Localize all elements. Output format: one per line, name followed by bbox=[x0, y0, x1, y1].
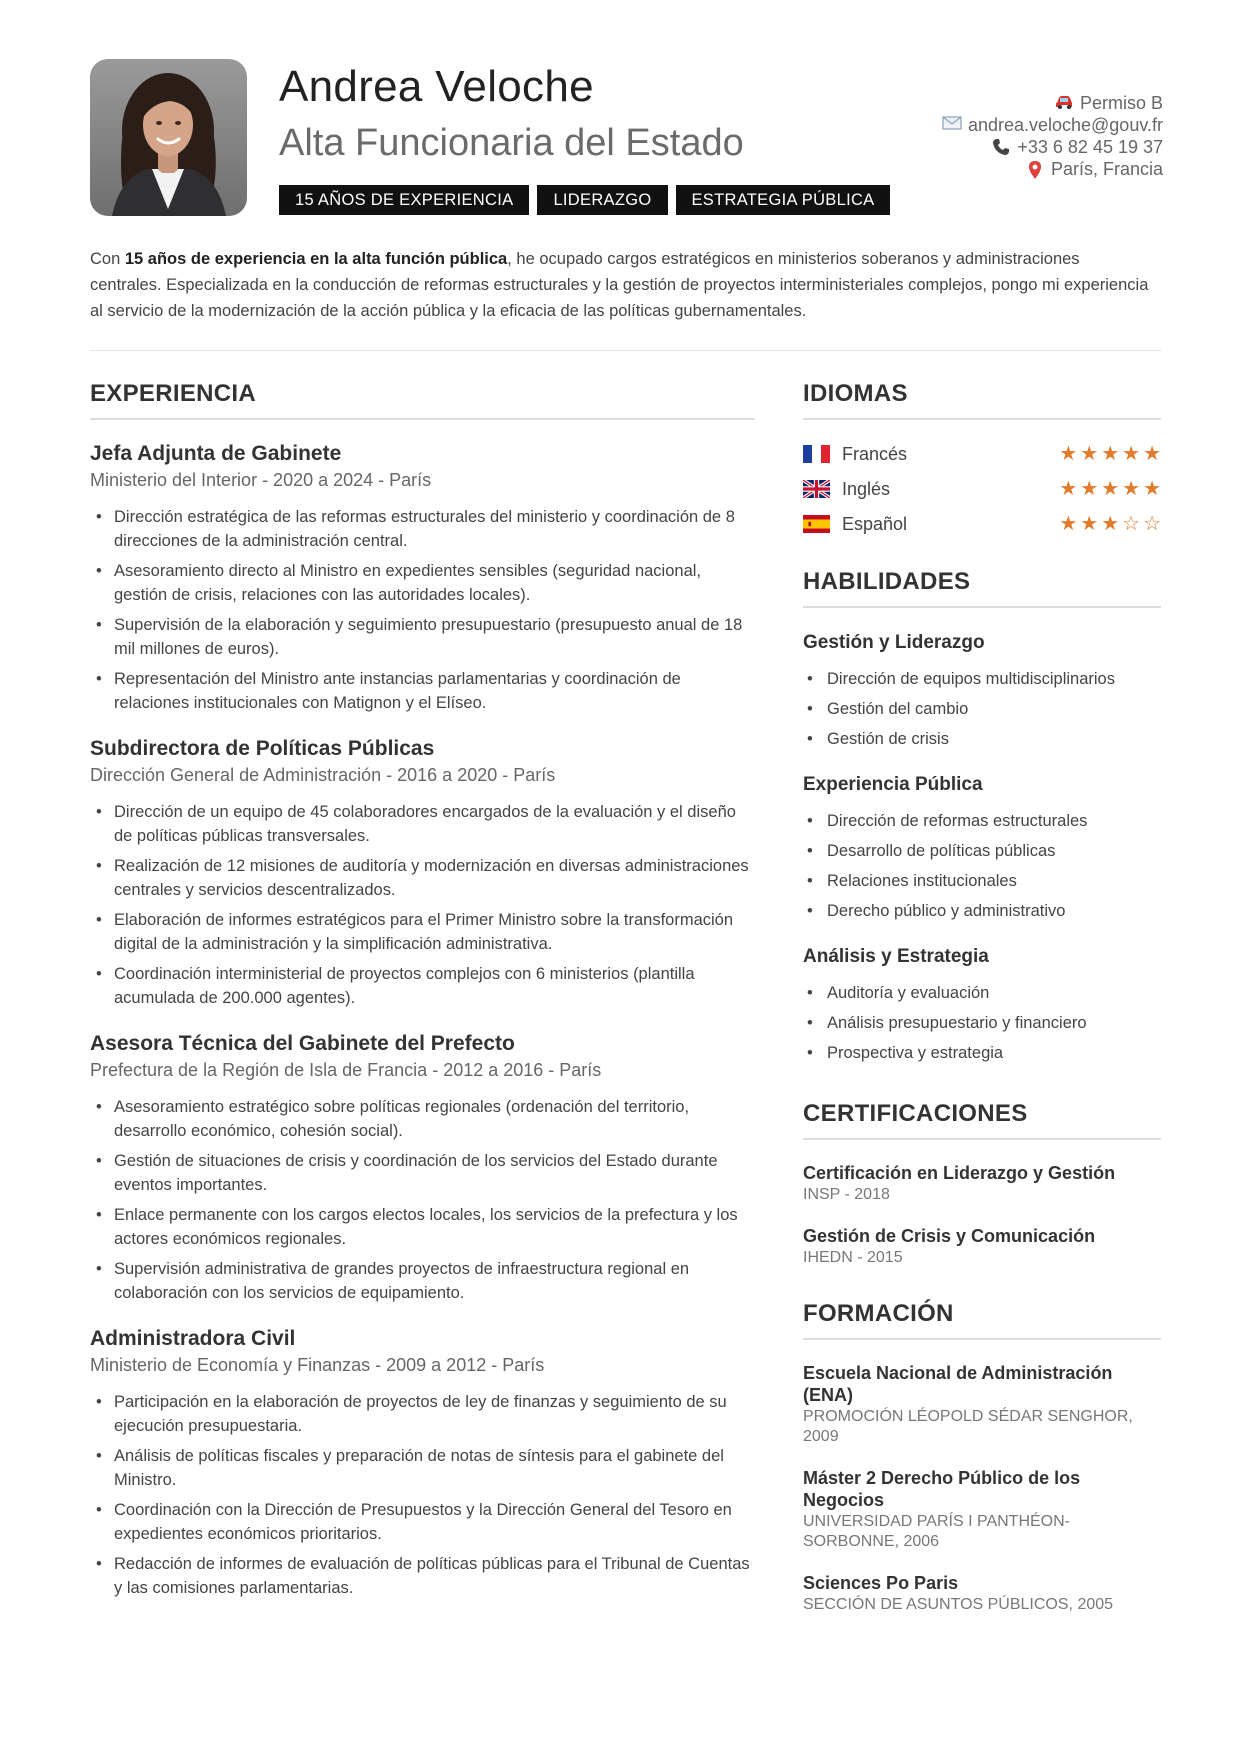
car-icon bbox=[1054, 94, 1074, 112]
tag-list bbox=[279, 185, 890, 215]
skill-group bbox=[803, 946, 1161, 1068]
skill-group bbox=[803, 632, 1161, 754]
candidate-name: Andrea Veloche bbox=[279, 62, 594, 111]
language-rating bbox=[1059, 444, 1161, 464]
language-item bbox=[803, 512, 1161, 536]
star-filled-icon: ★ bbox=[1059, 478, 1078, 500]
job-entry bbox=[90, 1327, 755, 1600]
education-item bbox=[803, 1467, 1161, 1552]
job-bullet: • Gestión de situaciones de crisis y coordinación de los servicios del Estado durante eventos importantes. bbox=[90, 1149, 755, 1197]
right-column bbox=[803, 380, 1161, 1615]
job-bullet: • Dirección de un equipo de 45 colaboradores encargados de la evaluación y el diseño de políticas públicas transversales. bbox=[90, 800, 755, 848]
job-subtitle: Prefectura de la Región de Isla de Francia - 2012 a 2016 - París bbox=[90, 1060, 602, 1080]
certification-item bbox=[803, 1162, 1161, 1205]
language-name: Español bbox=[842, 513, 908, 534]
job-entry bbox=[90, 442, 755, 715]
job-bullet: • Asesoramiento directo al Ministro en expedientes sensibles (seguridad nacional, gestión de crisis, relaciones con las autoridades locales). bbox=[90, 559, 755, 607]
spain-flag-icon bbox=[803, 515, 830, 533]
language-name: Inglés bbox=[842, 478, 891, 499]
certification-title: Gestión de Crisis y Comunicación bbox=[803, 1226, 1096, 1246]
star-filled-icon: ★ bbox=[1101, 513, 1120, 535]
contact-phone[interactable]: +33 6 82 45 19 37 bbox=[942, 136, 1163, 158]
pin-icon bbox=[1025, 160, 1045, 178]
skill-item: • Auditoría y evaluación bbox=[803, 978, 1161, 1008]
skill-list bbox=[803, 806, 1161, 926]
skill-item: • Relaciones institucionales bbox=[803, 866, 1161, 896]
language-rating bbox=[1059, 479, 1161, 499]
certification-subtitle: INSP - 2018 bbox=[803, 1186, 890, 1203]
header-divider bbox=[90, 350, 1162, 351]
skill-group-title: Análisis y Estrategia bbox=[803, 946, 989, 967]
languages-heading: IDIOMAS bbox=[803, 380, 1161, 420]
job-bullet: • Coordinación con la Dirección de Presupuestos y la Dirección General del Tesoro en expedientes económicos prioritarios. bbox=[90, 1498, 755, 1546]
job-bullet: • Dirección estratégica de las reformas estructurales del ministerio y coordinación de 8 direcciones de la administración central. bbox=[90, 505, 755, 553]
star-filled-icon: ★ bbox=[1122, 478, 1141, 500]
job-bullet: • Realización de 12 misiones de auditoría y modernización en diversas administraciones centrales y servicios descentralizados. bbox=[90, 854, 755, 902]
skills-heading: HABILIDADES bbox=[803, 568, 1161, 608]
certification-item bbox=[803, 1225, 1161, 1268]
job-bullet: • Enlace permanente con los cargos electos locales, los servicios de la prefectura y los actores económicos regionales. bbox=[90, 1203, 755, 1251]
job-subtitle: Ministerio del Interior - 2020 a 2024 - París bbox=[90, 470, 432, 490]
star-filled-icon: ★ bbox=[1143, 443, 1161, 465]
skill-item: • Gestión de crisis bbox=[803, 724, 1161, 754]
contact-email[interactable]: andrea.veloche@gouv.fr bbox=[942, 114, 1163, 136]
education-title: Escuela Nacional de Administración (ENA) bbox=[803, 1363, 1113, 1405]
phone-icon bbox=[991, 138, 1011, 156]
job-title: Asesora Técnica del Gabinete del Prefecto bbox=[90, 1032, 515, 1055]
job-bullet: • Representación del Ministro ante instancias parlamentarias y coordinación de relaciones institucionales con Matignon y el Elíseo. bbox=[90, 667, 755, 715]
contact-license: Permiso B bbox=[942, 92, 1163, 114]
experience-heading: EXPERIENCIA bbox=[90, 380, 755, 420]
tag-leadership: LIDERAZGO bbox=[537, 185, 667, 215]
contact-info bbox=[942, 92, 1163, 180]
job-bullet: • Coordinación interministerial de proyectos complejos con 6 ministerios (plantilla acumulada de 200.000 agentes). bbox=[90, 962, 755, 1010]
job-bullet: • Supervisión administrativa de grandes proyectos de infraestructura regional en colaboración con los servicios de equipamiento. bbox=[90, 1257, 755, 1305]
education-subtitle: UNIVERSIDAD PARÍS I PANTHÉON-SORBONNE, 2006 bbox=[803, 1513, 1070, 1550]
job-bullets bbox=[90, 1390, 755, 1600]
candidate-title: Alta Funcionaria del Estado bbox=[279, 122, 744, 164]
star-empty-icon: ☆ bbox=[1143, 513, 1161, 535]
job-title: Jefa Adjunta de Gabinete bbox=[90, 442, 342, 465]
job-subtitle: Ministerio de Economía y Finanzas - 2009 a 2012 - París bbox=[90, 1355, 545, 1375]
job-bullet: • Elaboración de informes estratégicos para el Primer Ministro sobre la transformación digital de la administración y la simplificación administrativa. bbox=[90, 908, 755, 956]
star-filled-icon: ★ bbox=[1080, 443, 1099, 465]
job-bullet: • Participación en la elaboración de proyectos de ley de finanzas y seguimiento de su ejecución presupuestaria. bbox=[90, 1390, 755, 1438]
envelope-icon bbox=[942, 116, 962, 134]
star-filled-icon: ★ bbox=[1101, 443, 1120, 465]
skill-list bbox=[803, 978, 1161, 1068]
uk-flag-icon bbox=[803, 480, 830, 498]
certification-title: Certificación en Liderazgo y Gestión bbox=[803, 1163, 1116, 1183]
language-item bbox=[803, 442, 1161, 466]
job-bullets bbox=[90, 800, 755, 1010]
language-item bbox=[803, 477, 1161, 501]
profile-photo bbox=[90, 59, 247, 216]
skill-item: • Desarrollo de políticas públicas bbox=[803, 836, 1161, 866]
job-entry bbox=[90, 1032, 755, 1305]
skill-item: • Dirección de equipos multidisciplinarios bbox=[803, 664, 1161, 694]
certification-subtitle: IHEDN - 2015 bbox=[803, 1249, 903, 1266]
job-entry bbox=[90, 737, 755, 1010]
language-name: Francés bbox=[842, 443, 908, 464]
profile-summary: Con 15 años de experiencia en la alta función pública, he ocupado cargos estratégicos en ministerios soberanos y administraciones centrales. Especializada en la conducción de reformas estructurales y la gestión de proyectos interministeriales complejos, pongo mi experiencia al servicio de la modernización de la acción pública y la eficacia de las políticas gubernamentales. bbox=[90, 250, 1149, 320]
job-subtitle: Dirección General de Administración - 2016 a 2020 - París bbox=[90, 765, 556, 785]
job-bullet: • Supervisión de la elaboración y seguimiento presupuestario (presupuesto anual de 18 mil millones de euros). bbox=[90, 613, 755, 661]
skill-group-title: Experiencia Pública bbox=[803, 774, 983, 795]
job-title: Administradora Civil bbox=[90, 1327, 296, 1350]
education-subtitle: PROMOCIÓN LÉOPOLD SÉDAR SENGHOR, 2009 bbox=[803, 1408, 1133, 1445]
job-bullet: • Redacción de informes de evaluación de políticas públicas para el Tribunal de Cuentas y las comisiones parlamentarias. bbox=[90, 1552, 755, 1600]
star-filled-icon: ★ bbox=[1080, 478, 1099, 500]
skill-item: • Gestión del cambio bbox=[803, 694, 1161, 724]
star-filled-icon: ★ bbox=[1059, 443, 1078, 465]
education-heading: FORMACIÓN bbox=[803, 1300, 1161, 1340]
star-filled-icon: ★ bbox=[1122, 443, 1141, 465]
job-title: Subdirectora de Políticas Públicas bbox=[90, 737, 435, 760]
skill-item: • Derecho público y administrativo bbox=[803, 896, 1161, 926]
tag-strategy: ESTRATEGIA PÚBLICA bbox=[676, 185, 891, 215]
star-filled-icon: ★ bbox=[1059, 513, 1078, 535]
left-column bbox=[90, 380, 755, 1606]
star-filled-icon: ★ bbox=[1080, 513, 1099, 535]
skill-item: • Dirección de reformas estructurales bbox=[803, 806, 1161, 836]
contact-location: París, Francia bbox=[942, 158, 1163, 180]
certifications-heading: CERTIFICACIONES bbox=[803, 1100, 1161, 1140]
skill-group-title: Gestión y Liderazgo bbox=[803, 632, 985, 653]
job-bullets bbox=[90, 505, 755, 715]
tag-experience: 15 AÑOS DE EXPERIENCIA bbox=[279, 185, 529, 215]
star-filled-icon: ★ bbox=[1143, 478, 1161, 500]
education-item bbox=[803, 1572, 1161, 1615]
star-filled-icon: ★ bbox=[1101, 478, 1120, 500]
job-bullet: • Análisis de políticas fiscales y preparación de notas de síntesis para el gabinete del Ministro. bbox=[90, 1444, 755, 1492]
education-title: Sciences Po Paris bbox=[803, 1573, 959, 1593]
job-bullet: • Asesoramiento estratégico sobre políticas regionales (ordenación del territorio, desarrollo económico, cohesión social). bbox=[90, 1095, 755, 1143]
language-list bbox=[803, 442, 1161, 536]
skill-item: • Análisis presupuestario y financiero bbox=[803, 1008, 1161, 1038]
skill-item: • Prospectiva y estrategia bbox=[803, 1038, 1161, 1068]
skill-group bbox=[803, 774, 1161, 926]
france-flag-icon bbox=[803, 445, 830, 463]
job-bullets bbox=[90, 1095, 755, 1305]
star-empty-icon: ☆ bbox=[1122, 513, 1141, 535]
language-rating bbox=[1059, 514, 1161, 534]
education-title: Máster 2 Derecho Público de los Negocios bbox=[803, 1468, 1081, 1510]
education-item bbox=[803, 1362, 1161, 1447]
education-subtitle: SECCIÓN DE ASUNTOS PÚBLICOS, 2005 bbox=[803, 1596, 1114, 1613]
skill-list bbox=[803, 664, 1161, 754]
